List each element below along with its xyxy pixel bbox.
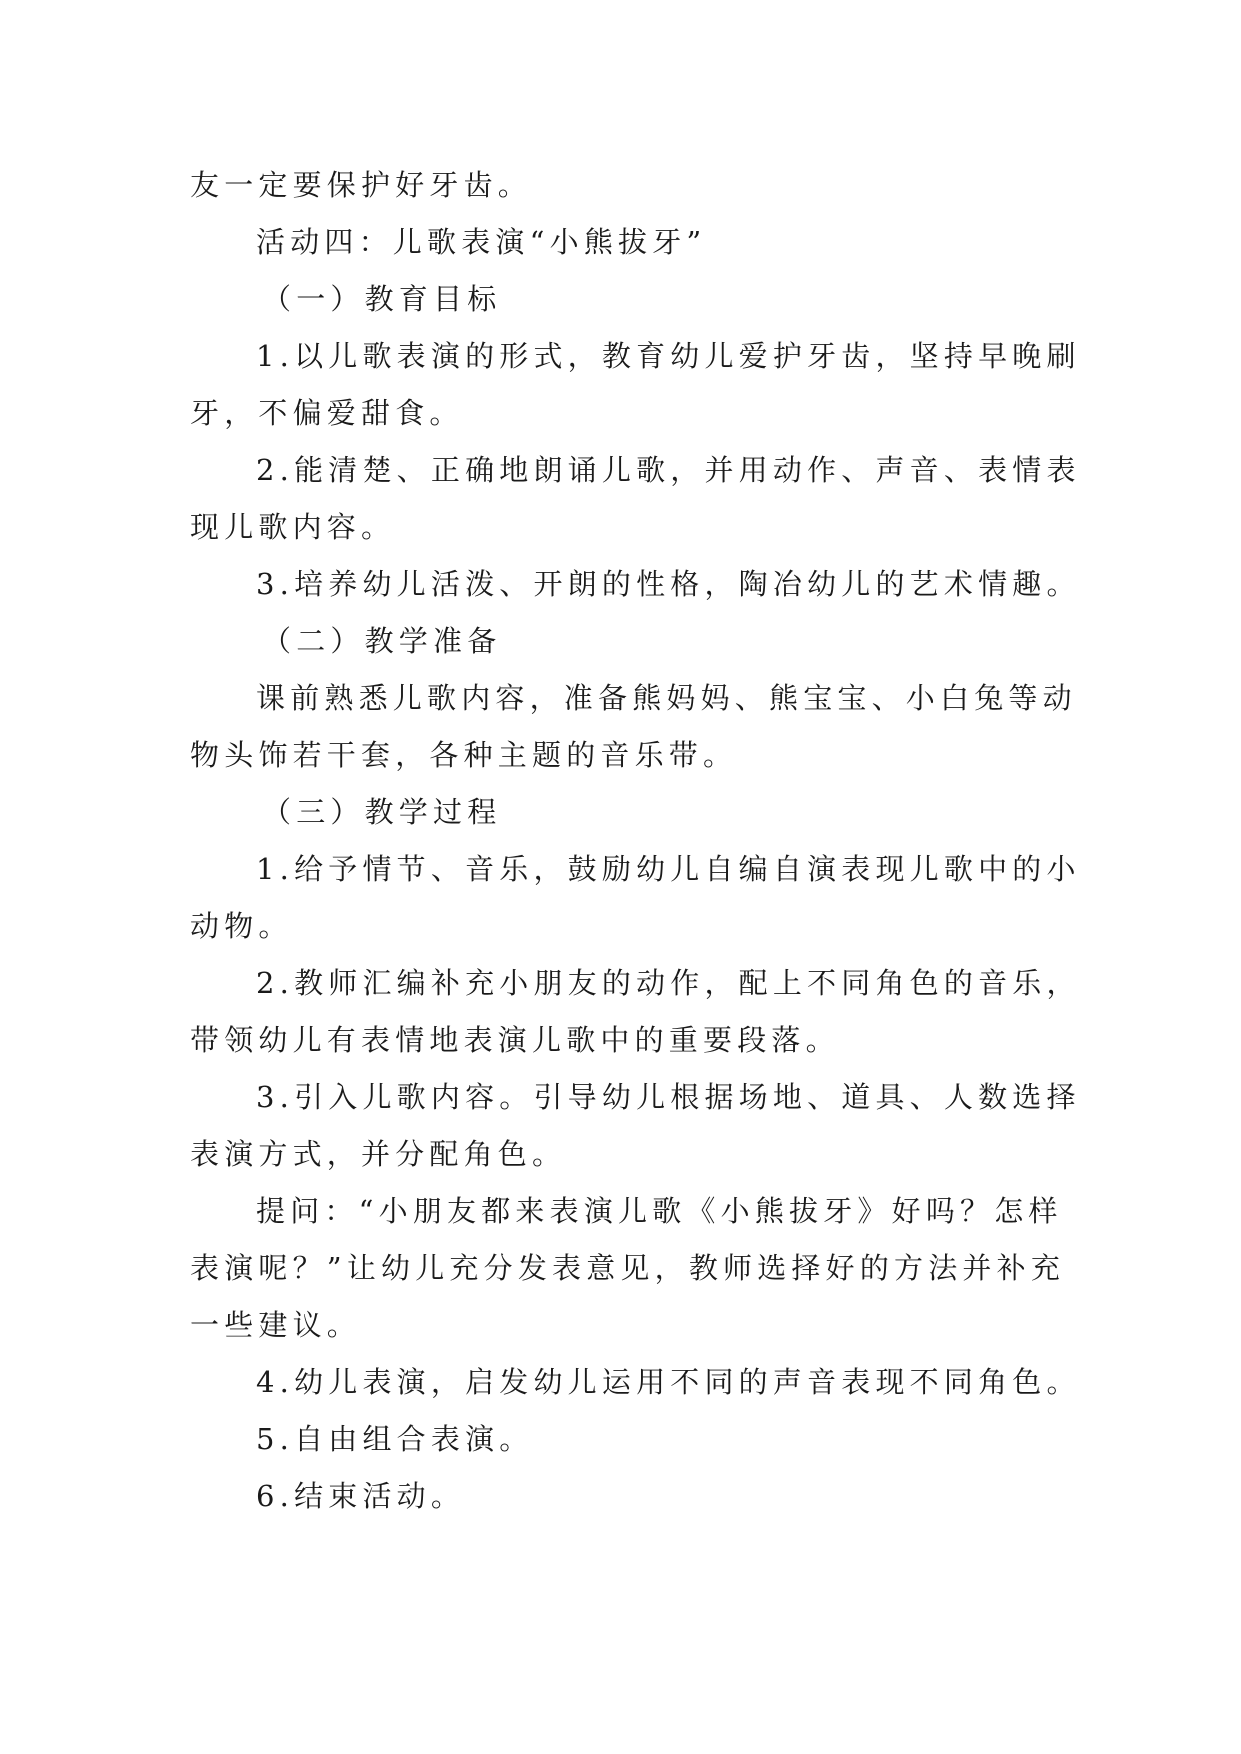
question-text-continued: 表演呢？”让幼儿充分发表意见，教师选择好的方法并补充 xyxy=(190,1251,1066,1285)
section-heading-preparation: （二）教学准备 xyxy=(262,624,502,658)
process-item-1-continued: 动物。 xyxy=(190,909,293,943)
process-item-5: 5.自由组合表演。 xyxy=(256,1422,534,1456)
section-heading-goals: （一）教育目标 xyxy=(262,282,502,316)
goal-item-2: 2.能清楚、正确地朗诵儿歌，并用动作、声音、表情表 xyxy=(256,453,1081,487)
question-text-end: 一些建议。 xyxy=(190,1308,362,1342)
goal-item-3: 3.培养幼儿活泼、开朗的性格，陶冶幼儿的艺术情趣。 xyxy=(256,567,1081,601)
goal-item-1-continued: 牙，不偏爱甜食。 xyxy=(190,396,464,430)
process-item-6: 6.结束活动。 xyxy=(256,1479,466,1513)
section-heading-process: （三）教学过程 xyxy=(262,795,502,829)
text-line-continuation: 友一定要保护好牙齿。 xyxy=(190,168,533,202)
preparation-text: 课前熟悉儿歌内容，准备熊妈妈、熊宝宝、小白兔等动 xyxy=(256,681,1077,715)
process-item-2-continued: 带领幼儿有表情地表演儿歌中的重要段落。 xyxy=(190,1023,840,1057)
process-item-4: 4.幼儿表演，启发幼儿运用不同的声音表现不同角色。 xyxy=(256,1365,1081,1399)
question-text: 提问：“小朋友都来表演儿歌《小熊拔牙》好吗？怎样 xyxy=(256,1194,1063,1228)
process-item-3-continued: 表演方式，并分配角色。 xyxy=(190,1137,567,1171)
goal-item-2-continued: 现儿歌内容。 xyxy=(190,510,396,544)
process-item-3: 3.引入儿歌内容。引导幼儿根据场地、道具、人数选择 xyxy=(256,1080,1081,1114)
preparation-text-continued: 物头饰若干套，各种主题的音乐带。 xyxy=(190,738,738,772)
goal-item-1: 1.以儿歌表演的形式，教育幼儿爱护牙齿，坚持早晚刷 xyxy=(256,339,1081,373)
process-item-1: 1.给予情节、音乐，鼓励幼儿自编自演表现儿歌中的小 xyxy=(256,852,1081,886)
activity-heading: 活动四：儿歌表演“小熊拔牙” xyxy=(256,225,707,259)
process-item-2: 2.教师汇编补充小朋友的动作，配上不同角色的音乐， xyxy=(256,966,1081,1000)
